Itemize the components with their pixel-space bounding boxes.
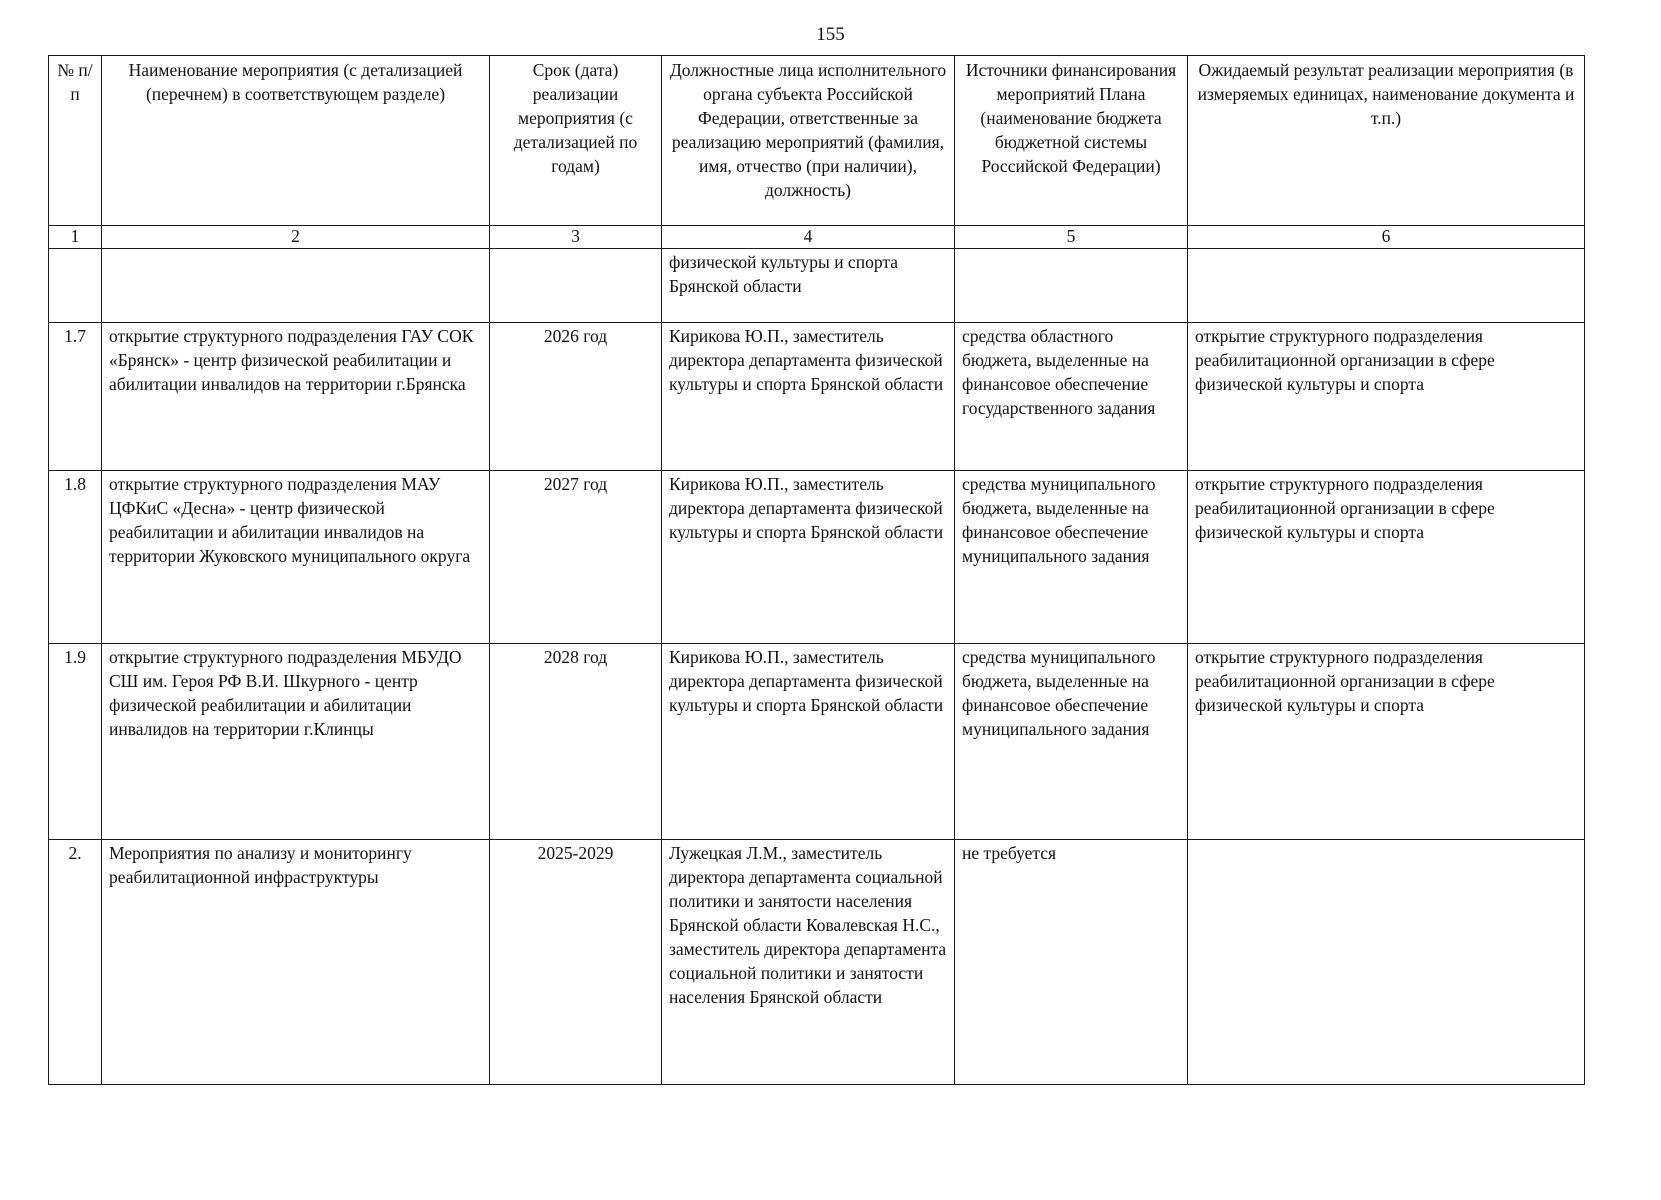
column-number: 1	[49, 226, 102, 249]
column-number-row	[49, 226, 1585, 249]
cell-result: открытие структурного подразделения реабилитационной организации в сфере физической культуры и спорта	[1188, 644, 1585, 840]
column-number: 3	[490, 226, 662, 249]
cell-number: 1.8	[49, 471, 102, 644]
cell-deadline: 2028 год	[490, 644, 662, 840]
action-plan-table	[48, 55, 1585, 1085]
cell-deadline	[490, 249, 662, 323]
cell-number: 1.7	[49, 323, 102, 471]
cell-event-name: Мероприятия по анализу и мониторингу реабилитационной инфраструктуры	[102, 840, 490, 1085]
cell-deadline: 2026 год	[490, 323, 662, 471]
cell-funding: средства областного бюджета, выделенные на финансовое обеспечение государственного задания	[955, 323, 1188, 471]
continuation-row	[49, 249, 1585, 323]
cell-event-name	[102, 249, 490, 323]
column-number: 4	[662, 226, 955, 249]
cell-officials: Лужецкая Л.М., заместитель директора департамента социальной политики и занятости населения Брянской области Ковалевская Н.С., заместитель директора департамента социальной политики и занятости населения Брянской области	[662, 840, 955, 1085]
column-number: 2	[102, 226, 490, 249]
cell-event-name: открытие структурного подразделения МАУ ЦФКиС «Десна» - центр физической реабилитации и абилитации инвалидов на территории Жуковского муниципального округа	[102, 471, 490, 644]
cell-officials: Кирикова Ю.П., заместитель директора департамента физической культуры и спорта Брянской области	[662, 644, 955, 840]
cell-officials: физической культуры и спорта Брянской области	[662, 249, 955, 323]
header-responsible-officials: Должностные лица исполнительного органа субъекта Российской Федерации, ответственные за реализацию мероприятий (фамилия, имя, отчество (при наличии), должность)	[662, 56, 955, 226]
cell-result	[1188, 840, 1585, 1085]
cell-officials: Кирикова Ю.П., заместитель директора департамента физической культуры и спорта Брянской области	[662, 323, 955, 471]
cell-result	[1188, 249, 1585, 323]
cell-event-name: открытие структурного подразделения ГАУ СОК «Брянск» - центр физической реабилитации и абилитации инвалидов на территории г.Брянска	[102, 323, 490, 471]
page-number: 155	[816, 24, 845, 45]
cell-funding: средства муниципального бюджета, выделенные на финансовое обеспечение муниципального задания	[955, 644, 1188, 840]
header-expected-result: Ожидаемый результат реализации мероприятия (в измеряемых единицах, наименование документа и т.п.)	[1188, 56, 1585, 226]
cell-event-name: открытие структурного подразделения МБУДО СШ им. Героя РФ В.И. Шкурного - центр физической реабилитации и абилитации инвалидов на территории г.Клинцы	[102, 644, 490, 840]
cell-deadline: 2025-2029	[490, 840, 662, 1085]
column-number: 5	[955, 226, 1188, 249]
cell-funding: средства муниципального бюджета, выделенные на финансовое обеспечение муниципального задания	[955, 471, 1188, 644]
table-header-row	[49, 56, 1585, 226]
cell-result: открытие структурного подразделения реабилитационной организации в сфере физической культуры и спорта	[1188, 471, 1585, 644]
header-number: № п/п	[49, 56, 102, 226]
header-funding-sources: Источники финансирования мероприятий Плана (наименование бюджета бюджетной системы Российской Федерации)	[955, 56, 1188, 226]
cell-number	[49, 249, 102, 323]
table-row	[49, 840, 1585, 1085]
table-row	[49, 323, 1585, 471]
cell-funding: не требуется	[955, 840, 1188, 1085]
cell-number: 2.	[49, 840, 102, 1085]
header-deadline: Срок (дата) реализации мероприятия (с детализацией по годам)	[490, 56, 662, 226]
cell-officials: Кирикова Ю.П., заместитель директора департамента физической культуры и спорта Брянской области	[662, 471, 955, 644]
column-number: 6	[1188, 226, 1585, 249]
cell-deadline: 2027 год	[490, 471, 662, 644]
table-row	[49, 471, 1585, 644]
cell-result: открытие структурного подразделения реабилитационной организации в сфере физической культуры и спорта	[1188, 323, 1585, 471]
header-event-name: Наименование мероприятия (с детализацией (перечнем) в соответствующем разделе)	[102, 56, 490, 226]
table-row	[49, 644, 1585, 840]
cell-number: 1.9	[49, 644, 102, 840]
cell-funding	[955, 249, 1188, 323]
